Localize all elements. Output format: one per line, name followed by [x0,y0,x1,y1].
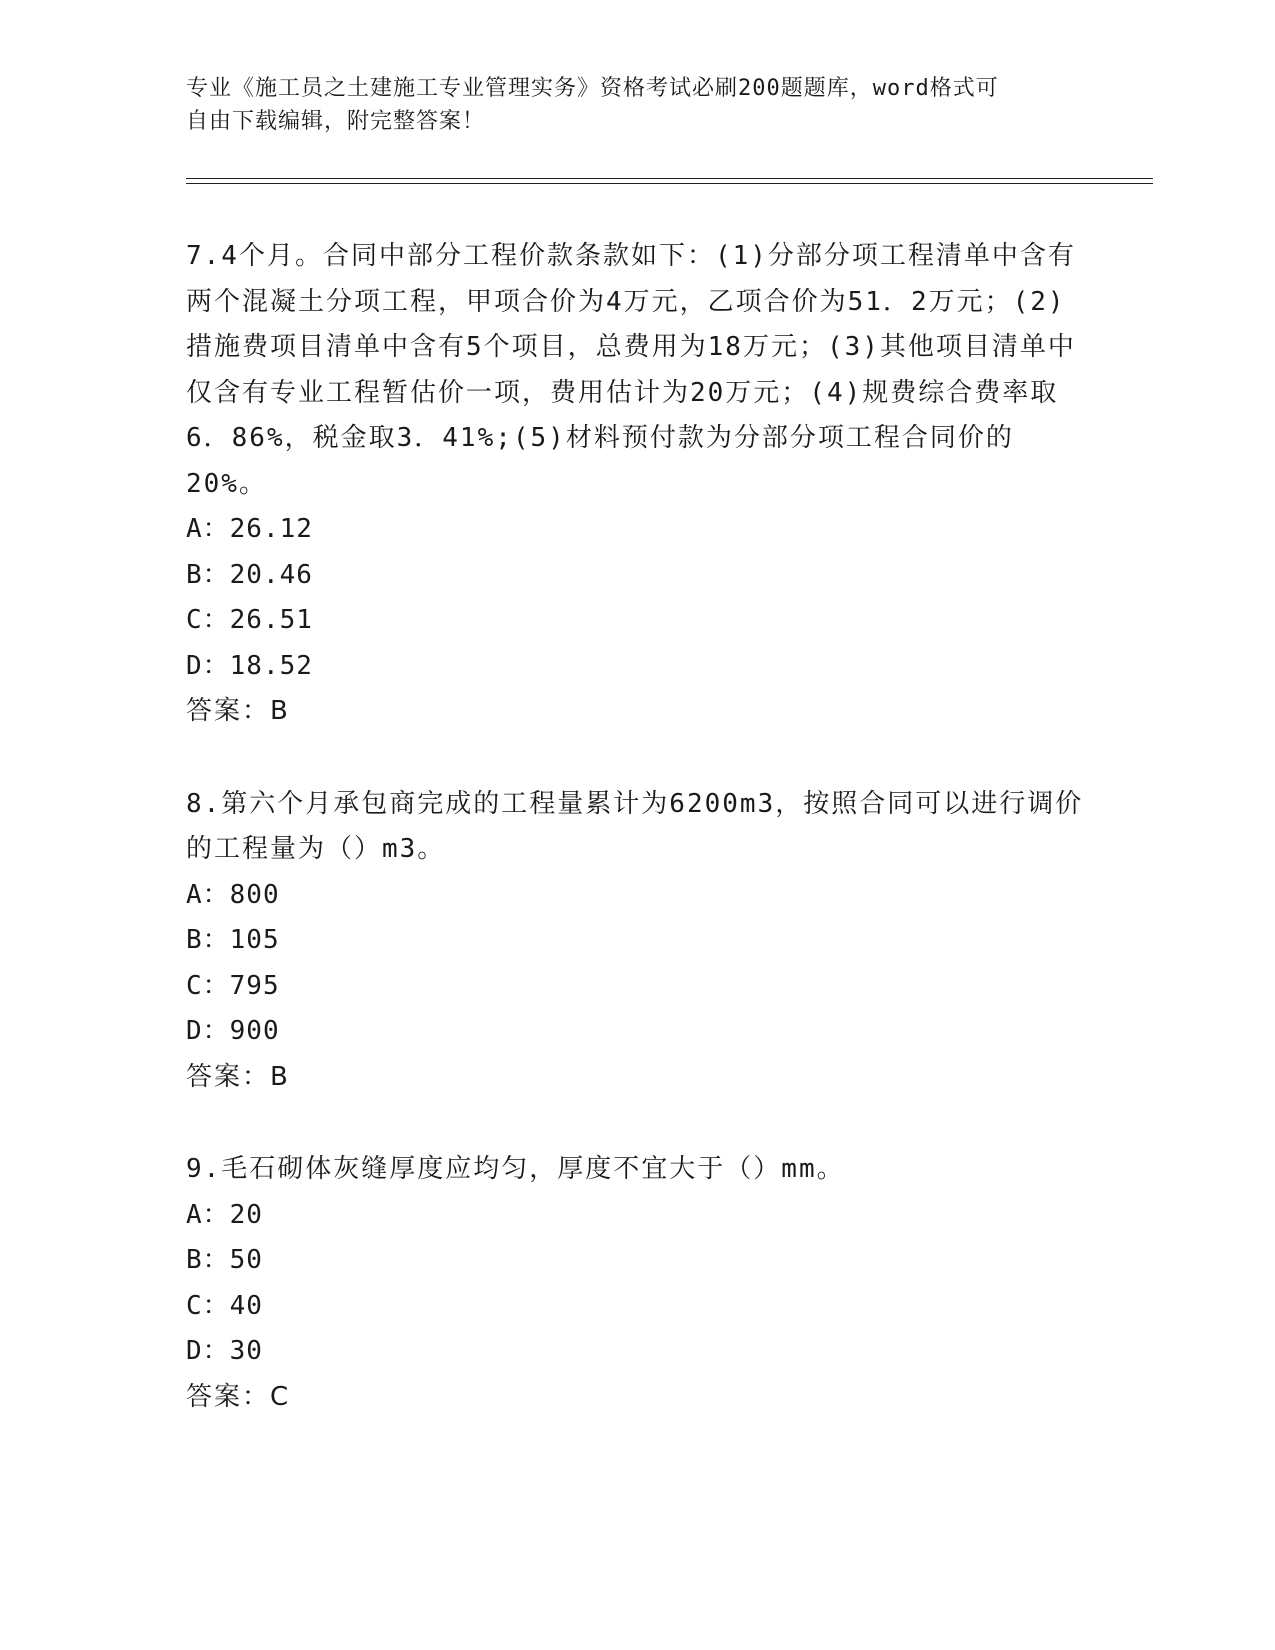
question-stem: 9.毛石砌体灰缝厚度应均匀，厚度不宜大于（）mm。 [186,1154,845,1184]
option-b: B：50 [186,1245,263,1275]
option-a: A：26.12 [186,514,313,544]
header-divider-bottom [186,183,1153,184]
question-7 [186,234,1086,735]
question-9 [186,1147,1086,1420]
option-a: A：800 [186,879,280,910]
option-c: C：40 [186,1290,263,1321]
question-spacer [186,735,1086,782]
option-d: D：900 [186,1016,280,1046]
answer-label: 答案：B [186,1061,290,1092]
document-header [186,72,1086,138]
question-spacer [186,1100,1086,1147]
question-stem: 7.4个月。合同中部分工程价款条款如下：(1)分部分项工程清单中含有两个混凝土分项工程，甲项合价为4万元，乙项合价为51．2万元；(2)措施费项目清单中含有5个项目，总费用为18万元；(3)其他项目清单中仅含有专业工程暂估价一项，费用估计为20万元；(4)规费综合费率取6．86%，税金取3．41%;(5)材料预付款为分部分项工程合同价的20%。 [186,241,1076,499]
question-8 [186,782,1086,1101]
header-line-2: 自由下载编辑，附完整答案！ [186,109,486,134]
option-a: A：20 [186,1199,263,1230]
option-b: B：105 [186,925,280,955]
option-c: C：795 [186,970,280,1001]
question-list [186,234,1086,1420]
question-stem: 8.第六个月承包商完成的工程量累计为6200m3，按照合同可以进行调价的工程量为（）m3。 [186,788,1084,864]
option-d: D：30 [186,1336,263,1366]
header-divider-top [186,178,1153,179]
option-b: B：20.46 [186,559,313,590]
option-d: D：18.52 [186,650,313,681]
answer-label: 答案：C [186,1381,291,1412]
answer-label: 答案：B [186,696,290,726]
header-line-1: 专业《施工员之土建施工专业管理实务》资格考试必刷200题题库，word格式可 [186,76,999,101]
option-c: C：26.51 [186,605,313,635]
